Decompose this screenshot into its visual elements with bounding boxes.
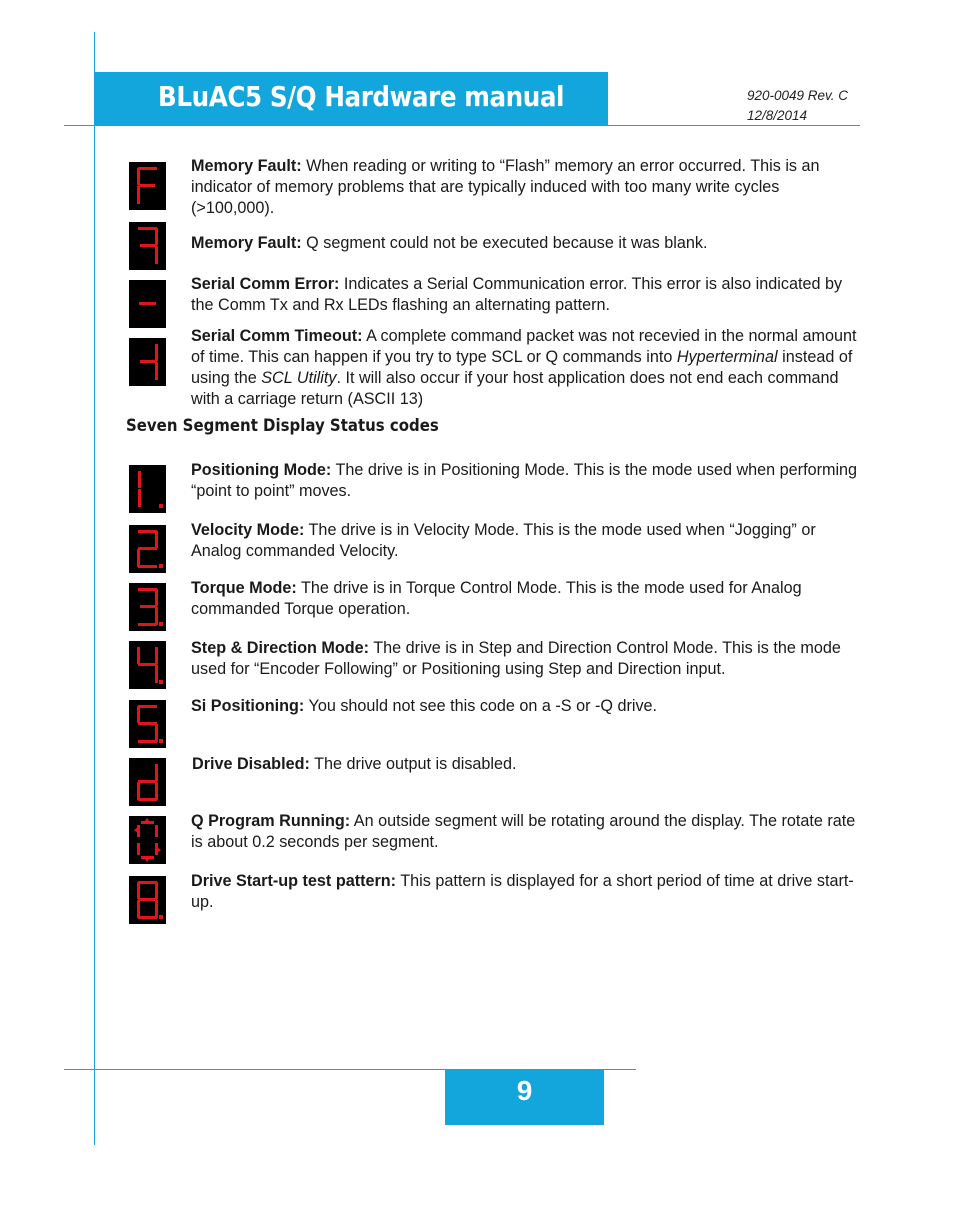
display-digit-3-icon	[129, 583, 166, 631]
doc-date: 12/8/2014	[747, 108, 808, 123]
display-digit-2-icon	[129, 525, 166, 573]
page-number-box	[445, 1069, 604, 1125]
entry-text: A complete command packet was not recevied in the normal amount of time. This can happen if you try to type SCL or Q commands into	[191, 327, 857, 366]
entry-emphasis: Hyperterminal	[676, 348, 778, 366]
entry-label: Torque Mode:	[191, 579, 297, 597]
entry-text: When reading or writing to “Flash” memory an error occurred. This is an indicator of memory problems that are typically induced with too many write cycles (>100,000).	[191, 157, 820, 217]
display-digit-1-icon	[129, 465, 166, 513]
entry-label: Step & Direction Mode:	[191, 639, 370, 657]
status-entry-startup-pattern	[191, 871, 859, 913]
entry-text: The drive is in Torque Control Mode. This is the mode used for Analog commanded Torque operation.	[191, 579, 802, 618]
entry-label: Drive Disabled:	[192, 755, 310, 773]
entry-label: Velocity Mode:	[191, 521, 305, 539]
entry-label: Positioning Mode:	[191, 461, 332, 479]
status-entry-si-positioning	[191, 696, 859, 717]
display-digit-5-icon	[129, 700, 166, 748]
status-entry-torque	[191, 578, 859, 620]
entry-label: Memory Fault:	[191, 234, 302, 252]
entry-label: Drive Start-up test pattern:	[191, 872, 397, 890]
entry-text: Indicates a Serial Communication error. This error is also indicated by the Comm Tx and Rx LEDs flashing an alternating pattern.	[191, 275, 843, 314]
display-digit-8-icon	[129, 876, 166, 924]
status-entry-step-direction	[191, 638, 859, 680]
display-serial-error-icon	[129, 280, 166, 328]
entry-text: You should not see this code on a -S or -Q drive.	[304, 697, 658, 715]
margin-rule-vertical	[94, 32, 95, 1145]
entry-label: Memory Fault:	[191, 157, 302, 175]
entry-text: The drive output is disabled.	[309, 755, 517, 773]
entry-text: instead of using the	[191, 348, 853, 387]
header-rule	[64, 125, 860, 126]
entry-label: Q Program Running:	[191, 812, 351, 830]
entry-emphasis: SCL Utility	[261, 369, 337, 387]
document-reference	[747, 86, 848, 126]
status-entry-velocity	[191, 520, 859, 562]
status-entry-drive-disabled	[192, 754, 860, 775]
display-rotating-segment-icon	[129, 816, 166, 864]
entry-text: The drive is in Positioning Mode. This is the mode used when performing “point to point” moves.	[191, 461, 858, 500]
display-digit-4-icon	[129, 641, 166, 689]
entry-text: This pattern is displayed for a short period of time at drive start-up.	[191, 872, 854, 911]
fault-entry-memory-q	[191, 233, 859, 254]
doc-number: 920-0049 Rev. C	[747, 88, 849, 103]
entry-text: . It will also occur if your host application does not end each command with a carriage return (ASCII 13)	[191, 369, 839, 408]
section-heading: Seven Segment Display Status codes	[126, 416, 439, 436]
fault-entry-serial-error	[191, 274, 859, 316]
page-title: BLuAC5 S/Q Hardware manual	[158, 80, 565, 113]
display-letter-d-icon	[129, 758, 166, 806]
entry-label: Serial Comm Timeout:	[191, 327, 363, 345]
status-entry-positioning	[191, 460, 859, 502]
status-entry-q-program-running	[191, 811, 859, 853]
page-number: 9	[516, 1075, 533, 1106]
fault-entry-serial-timeout	[191, 326, 859, 410]
entry-text: Q segment could not be executed because it was blank.	[301, 234, 708, 252]
title-banner	[95, 72, 608, 125]
entry-text: The drive is in Velocity Mode. This is the mode used when “Jogging” or Analog commanded Velocity.	[191, 521, 816, 560]
fault-entry-memory-flash	[191, 156, 859, 219]
display-serial-timeout-icon	[129, 338, 166, 386]
entry-text: An outside segment will be rotating around the display. The rotate rate is about 0.2 seconds per segment.	[191, 812, 856, 851]
display-fault-q-blank-icon	[129, 222, 166, 270]
entry-text: The drive is in Step and Direction Control Mode. This is the mode used for “Encoder Following” or Positioning using Step and Direction input.	[191, 639, 841, 678]
display-fault-flash-icon	[129, 162, 166, 210]
entry-label: Si Positioning:	[191, 697, 305, 715]
entry-label: Serial Comm Error:	[191, 275, 340, 293]
